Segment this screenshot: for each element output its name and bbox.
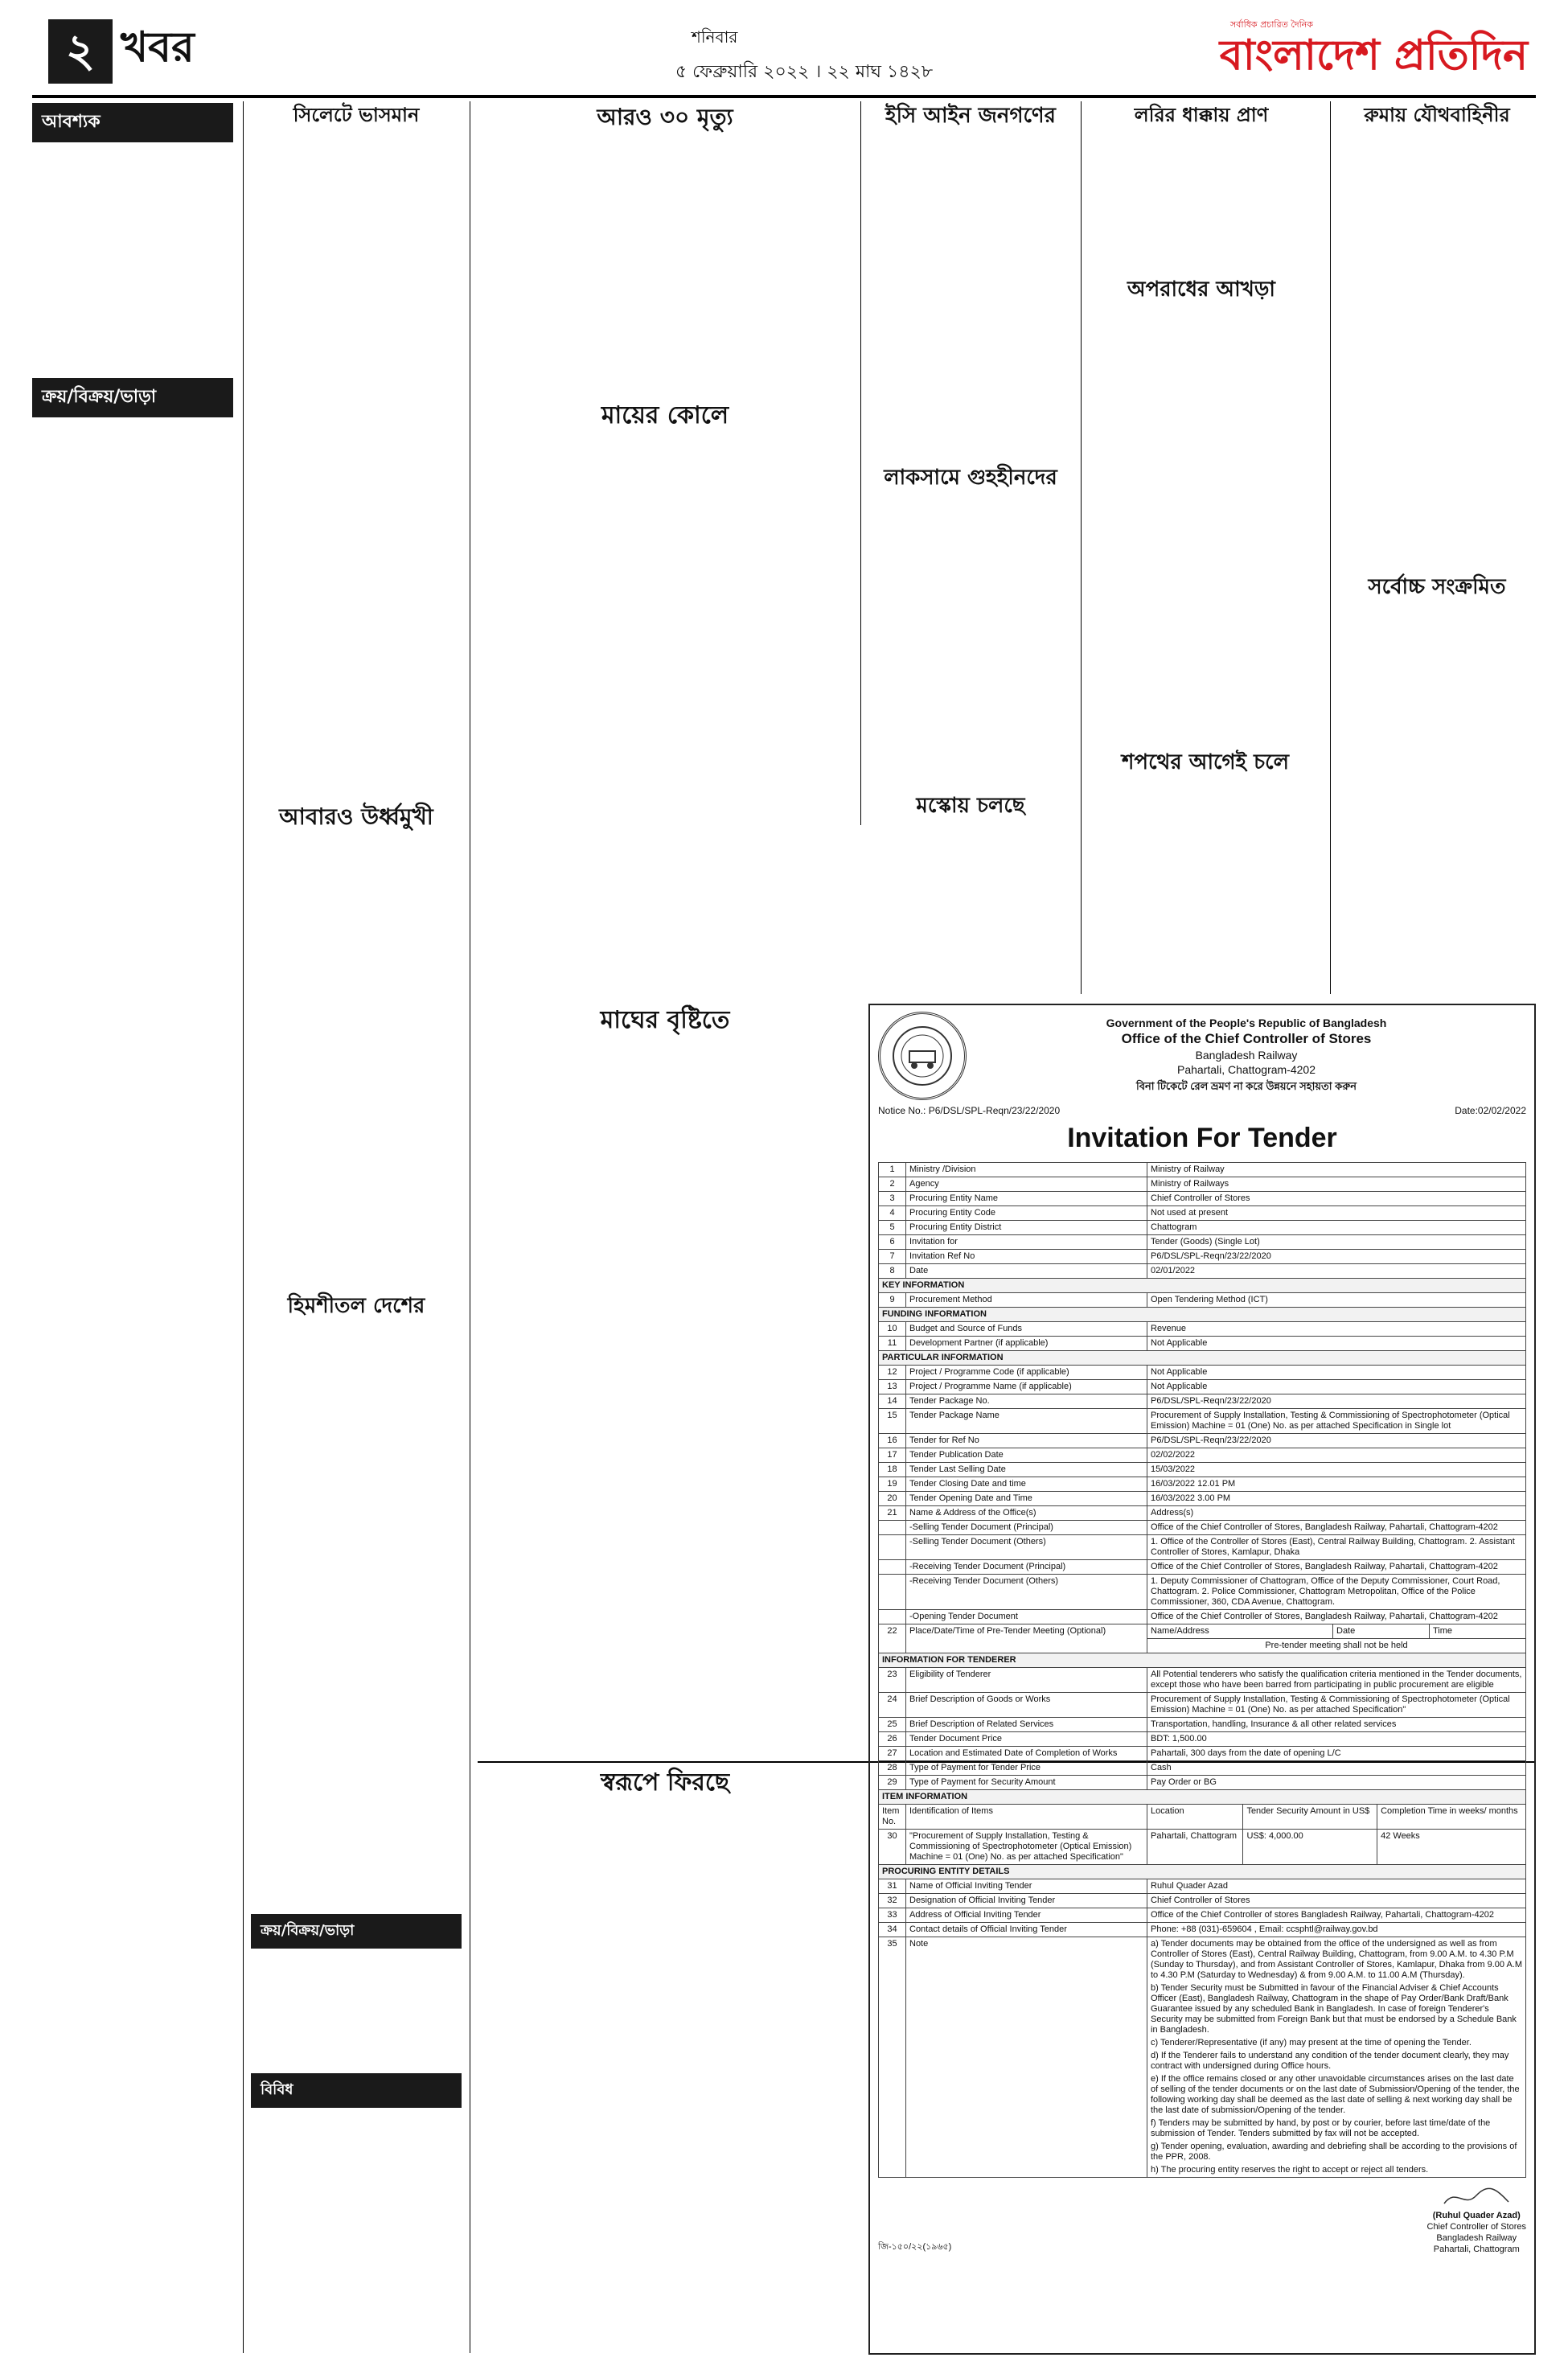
- tender-office-line: Office of the Chief Controller of Stores: [1121, 1031, 1372, 1046]
- tender-office-row: [879, 1560, 1526, 1575]
- article-body: [1089, 309, 1314, 743]
- tender-row-number: 13: [879, 1380, 906, 1394]
- article-headline: লাকসামে গুহহীনদের: [884, 466, 1057, 490]
- tender-row-label: Budget and Source of Funds: [906, 1322, 1147, 1337]
- tender-row-value: Chief Controller of Stores: [1147, 1894, 1526, 1908]
- item-cell: Pahartali, Chattogram: [1147, 1830, 1243, 1865]
- article-headline: সর্বোচ্চ সংক্রমিত: [1368, 575, 1506, 599]
- classified-sale-list-2: [251, 1945, 462, 2065]
- tender-row-number: 2: [879, 1177, 906, 1192]
- tender-row-number: 35: [879, 1937, 906, 2178]
- classified-divider: [243, 101, 244, 2353]
- tender-row-value: Not Applicable: [1147, 1380, 1526, 1394]
- tender-row-value: P6/DSL/SPL-Reqn/23/22/2020: [1147, 1250, 1526, 1264]
- tender-row-value: 16/03/2022 3.00 PM: [1147, 1492, 1526, 1506]
- classified-jobs-list: [35, 138, 236, 372]
- tender-row-value: Tender (Goods) (Single Lot): [1147, 1235, 1526, 1250]
- tender-prebid-cols: [1147, 1624, 1526, 1639]
- tender-row-label: Tender Publication Date: [906, 1448, 1147, 1463]
- tender-row: [879, 1192, 1526, 1206]
- tender-row-label: Procuring Entity Name: [906, 1192, 1147, 1206]
- tender-row-number: 32: [879, 1894, 906, 1908]
- article-headline: মাঘের বৃষ্টিতে: [600, 1006, 730, 1034]
- page-number: ২: [65, 25, 96, 77]
- tender-row-value: Pay Order or BG: [1147, 1776, 1526, 1790]
- tender-row: [879, 1448, 1526, 1463]
- tender-row-value: P6/DSL/SPL-Reqn/23/22/2020: [1147, 1394, 1526, 1409]
- tender-row-number: 9: [879, 1293, 906, 1308]
- article-headline: লরির ধাক্কায় প্রাণ: [1134, 104, 1269, 126]
- tender-row-number: 16: [879, 1434, 906, 1448]
- tender-office-row: [879, 1521, 1526, 1535]
- tender-office-row: [879, 1575, 1526, 1610]
- tender-date: Date:02/02/2022: [1455, 1105, 1526, 1116]
- tender-row-number: 10: [879, 1322, 906, 1337]
- article-headline: আবারও উর্ধ্বমুখী: [279, 803, 433, 830]
- page-number-badge: [48, 19, 113, 84]
- tender-row-number: 14: [879, 1394, 906, 1409]
- article-headline: ইসি আইন জনগণের: [885, 104, 1056, 128]
- item-col: Completion Time in weeks/ months: [1377, 1805, 1526, 1830]
- tender-row-label: -Selling Tender Document (Others): [906, 1535, 1147, 1560]
- article-body: [868, 497, 1073, 787]
- tender-row: [879, 1163, 1526, 1177]
- article-body: [251, 1327, 462, 1906]
- tender-row-value: Revenue: [1147, 1322, 1526, 1337]
- tender-note: b) Tender Security must be Submitted in favour of the Financial Adviser & Chief Accounts Officer (East), Bangladesh Railway, Chattogram in the shape of Pay Order/Bank Draft/Bank Guarantee issued by any scheduled Bank in Bangladesh. In case of foreign Tenderer's Security may be submitted from Foreign Bank but that must be endorsed by a Schedule Bank in Bangladesh.: [1151, 1983, 1517, 2035]
- item-col: Item No.: [879, 1805, 906, 1830]
- article-body: [868, 825, 1073, 994]
- tender-row-number: 7: [879, 1250, 906, 1264]
- tender-row-label: -Receiving Tender Document (Others): [906, 1575, 1147, 1610]
- tender-row-number: 11: [879, 1337, 906, 1351]
- tender-row-value: Open Tendering Method (ICT): [1147, 1293, 1526, 1308]
- section-name: খবর: [121, 23, 195, 72]
- tender-row-number: [879, 1535, 906, 1560]
- tender-row-label: Tender Document Price: [906, 1732, 1147, 1747]
- tender-row-value: Procurement of Supply Installation, Testing & Commissioning of Spectrophotometer (Optical Emission) Machine = 01 (One) No. as per attached Specification in Single lot: [1147, 1409, 1526, 1434]
- article-body: [1338, 133, 1536, 568]
- tender-note: a) Tender documents may be obtained from the office of the undersigned as well as from Controller of Stores (East), Central Railway Building, Chattogram, from 9.00 A.M. to 4.30 P.M (Sunday to Thursday), and from Assistant Controller of Stores, Kamlapur, Dhaka from 9.00 A.M to 4.30 P.M (Saturday to Wednesday) & from 9.00 A.M. to 11.00 A.M (Thursday).: [1151, 1939, 1523, 1980]
- tender-note: d) If the Tenderer fails to understand any condition of the tender document clearly, they may contract with undersigned during Office hours.: [1151, 2051, 1509, 2071]
- tender-note: f) Tenders may be submitted by hand, by post or by courier, before last time/date of the submission of Tender. Tenders submitted by fax will not be accepted.: [1151, 2118, 1491, 2138]
- tender-addr-line: Pahartali, Chattogram-4202: [1177, 1063, 1316, 1076]
- tender-row: [879, 1337, 1526, 1351]
- tender-row-number: 21: [879, 1506, 906, 1521]
- article-headline: আরও ৩০ মৃত্যু: [597, 104, 733, 130]
- tender-row-value: Not Applicable: [1147, 1337, 1526, 1351]
- prebid-col-date: Date: [1333, 1624, 1430, 1638]
- classified-sale-list: [35, 413, 236, 2343]
- tender-org-line: Bangladesh Railway: [1195, 1049, 1298, 1062]
- tender-row-value: Chief Controller of Stores: [1147, 1192, 1526, 1206]
- tender-item-header: [879, 1805, 1526, 1830]
- tender-row-label: Note: [906, 1937, 1147, 2178]
- tender-row-label: Date: [906, 1264, 1147, 1279]
- tender-row-label: Tender for Ref No: [906, 1434, 1147, 1448]
- tender-row: [879, 1624, 1526, 1639]
- tender-row: [879, 1761, 1526, 1776]
- tender-code: জি-১৫০/২২(১৯৬৫): [878, 2242, 952, 2252]
- tender-row-label: Agency: [906, 1177, 1147, 1192]
- tender-row: [879, 1380, 1526, 1394]
- tender-row-label: Tender Closing Date and time: [906, 1477, 1147, 1492]
- tender-row: [879, 1477, 1526, 1492]
- tender-row: [879, 1923, 1526, 1937]
- tender-row-value: 02/01/2022: [1147, 1264, 1526, 1279]
- article-body: [868, 135, 1073, 457]
- classified-misc-heading: বিবিধ: [251, 2073, 462, 2108]
- tender-row-number: 5: [879, 1221, 906, 1235]
- signature: [1427, 2186, 1527, 2210]
- tender-row: [879, 1409, 1526, 1434]
- tender-row-number: 24: [879, 1693, 906, 1718]
- tender-row-number: 28: [879, 1761, 906, 1776]
- tender-row-value: Office of the Chief Controller of Stores, Bangladesh Railway, Pahartali, Chattogram-4202: [1147, 1521, 1526, 1535]
- tender-row-number: 6: [879, 1235, 906, 1250]
- article-body: [251, 836, 462, 1287]
- tender-row-label: Address of Official Inviting Tender: [906, 1908, 1147, 1923]
- tender-row-label: -Selling Tender Document (Principal): [906, 1521, 1147, 1535]
- tender-row-label: Development Partner (if applicable): [906, 1337, 1147, 1351]
- paper-tagline: সর্বাধিক প্রচারিত দৈনিক: [1230, 19, 1314, 30]
- article-body: [478, 436, 852, 999]
- tender-row-label: -Receiving Tender Document (Principal): [906, 1560, 1147, 1575]
- tender-section: FUNDING INFORMATION: [879, 1308, 1526, 1322]
- article-body: [1338, 606, 1536, 992]
- tender-section: ITEM INFORMATION: [879, 1790, 1526, 1805]
- tender-row: [879, 1894, 1526, 1908]
- article-headline: মস্কোয় চলছে: [916, 794, 1025, 818]
- tender-row-value: 02/02/2022: [1147, 1448, 1526, 1463]
- tender-row: [879, 1250, 1526, 1264]
- tender-row-value: P6/DSL/SPL-Reqn/23/22/2020: [1147, 1434, 1526, 1448]
- tender-row-number: 3: [879, 1192, 906, 1206]
- tender-row-number: 20: [879, 1492, 906, 1506]
- tender-row-value: Address(s): [1147, 1506, 1526, 1521]
- article-headline: হিমশীতল দেশের: [287, 1294, 425, 1318]
- tender-row: [879, 1747, 1526, 1761]
- tender-row: [879, 1937, 1526, 2178]
- item-cell: US$: 4,000.00: [1243, 1830, 1377, 1865]
- tender-row: [879, 1776, 1526, 1790]
- masthead-rule: [32, 95, 1536, 98]
- item-col: Identification of Items: [906, 1805, 1147, 1830]
- tender-row-label: Contact details of Official Inviting Tender: [906, 1923, 1147, 1937]
- tender-row-number: 15: [879, 1409, 906, 1434]
- tender-row-value: BDT: 1,500.00: [1147, 1732, 1526, 1747]
- tender-row-label: -Opening Tender Document: [906, 1610, 1147, 1624]
- tender-row-label: Procuring Entity District: [906, 1221, 1147, 1235]
- tender-row-number: 33: [879, 1908, 906, 1923]
- tender-row-value: Office of the Chief Controller of Stores, Bangladesh Railway, Pahartali, Chattogram-4202: [1147, 1560, 1526, 1575]
- tender-row-value: 16/03/2022 12.01 PM: [1147, 1477, 1526, 1492]
- classified-jobs-heading: আবশ্যক: [32, 103, 233, 142]
- tender-row: [879, 1879, 1526, 1894]
- tender-row-label: Tender Opening Date and Time: [906, 1492, 1147, 1506]
- tender-bangla-line: বিনা টিকেটে রেল ভ্রমণ না করে উন্নয়নে সহায়তা করুন: [1136, 1080, 1357, 1092]
- article-headline: মায়ের কোলে: [601, 401, 729, 429]
- tender-note: h) The procuring entity reserves the right to accept or reject all tenders.: [1151, 2165, 1429, 2175]
- tender-note: c) Tenderer/Representative (if any) may present at the time of opening the Tender.: [1151, 2038, 1472, 2047]
- classified-sale-heading-2: ক্রয়/বিক্রয়/ভাড়া: [251, 1914, 462, 1949]
- tender-row-number: 8: [879, 1264, 906, 1279]
- tender-row-value: Transportation, handling, Insurance & all other related services: [1147, 1718, 1526, 1732]
- tender-row-value: 15/03/2022: [1147, 1463, 1526, 1477]
- tender-row-number: 19: [879, 1477, 906, 1492]
- tender-row-value: Not used at present: [1147, 1206, 1526, 1221]
- signatory-name: (Ruhul Quader Azad): [1432, 2211, 1521, 2220]
- prebid-note: Pre-tender meeting shall not be held: [1147, 1639, 1526, 1653]
- tender-title: Invitation For Tender: [1067, 1123, 1337, 1153]
- tender-row-label: Location and Estimated Date of Completion of Works: [906, 1747, 1147, 1761]
- tender-item-row: [879, 1830, 1526, 1865]
- article-body: [251, 133, 462, 793]
- item-cell: 42 Weeks: [1377, 1830, 1526, 1865]
- tender-gov-line: Government of the People's Republic of Bangladesh: [1106, 1017, 1387, 1029]
- tender-row-value: Cash: [1147, 1761, 1526, 1776]
- tender-row: [879, 1264, 1526, 1279]
- tender-row: [879, 1668, 1526, 1693]
- tender-row: [879, 1221, 1526, 1235]
- tender-office-row: [879, 1535, 1526, 1560]
- tender-row-label: Tender Last Selling Date: [906, 1463, 1147, 1477]
- article-headline: শপথের আগেই চলে: [1122, 750, 1289, 774]
- column-divider: [1330, 101, 1331, 994]
- tender-section: PARTICULAR INFORMATION: [879, 1351, 1526, 1366]
- item-cell: "Procurement of Supply Installation, Testing & Commissioning of Spectrophotometer (Optical Emission) Machine = 01 (One) No. as per attached Specification": [906, 1830, 1147, 1865]
- tender-row: [879, 1492, 1526, 1506]
- tender-row-label: Eligibility of Tenderer: [906, 1668, 1147, 1693]
- tender-row-number: 12: [879, 1366, 906, 1380]
- tender-row: [879, 1366, 1526, 1380]
- issue-day: শনিবার: [692, 27, 738, 47]
- tender-row-value: Ministry of Railways: [1147, 1177, 1526, 1192]
- tender-row-value: Ruhul Quader Azad: [1147, 1879, 1526, 1894]
- tender-row: [879, 1693, 1526, 1718]
- tender-row: [879, 1506, 1526, 1521]
- tender-row: [879, 1463, 1526, 1477]
- tender-row-label: Project / Programme Code (if applicable): [906, 1366, 1147, 1380]
- tender-row: [879, 1293, 1526, 1308]
- paper-logo: বাংলাদেশ প্রতিদিন: [1219, 31, 1528, 80]
- tender-row-label: Place/Date/Time of Pre-Tender Meeting (Optional): [906, 1624, 1147, 1653]
- tender-row: [879, 1434, 1526, 1448]
- tender-row-value: Pahartali, 300 days from the date of opening L/C: [1147, 1747, 1526, 1761]
- tender-row-number: 25: [879, 1718, 906, 1732]
- signatory-title: Chief Controller of Stores: [1426, 2222, 1526, 2232]
- article-headline: স্বরূপে ফিরছে: [600, 1768, 730, 1797]
- prebid-col-name: Name/Address: [1147, 1624, 1333, 1638]
- tender-row-label: Tender Package No.: [906, 1394, 1147, 1409]
- tender-row-number: [879, 1521, 906, 1535]
- tender-row-number: 26: [879, 1732, 906, 1747]
- column-divider: [1081, 101, 1082, 994]
- item-col: Tender Security Amount in US$: [1243, 1805, 1377, 1830]
- tender-row: [879, 1718, 1526, 1732]
- tender-row-value: Office of the Chief Controller of Stores, Bangladesh Railway, Pahartali, Chattogram-4202: [1147, 1610, 1526, 1624]
- tender-row-label: Brief Description of Goods or Works: [906, 1693, 1147, 1718]
- tender-note: g) Tender opening, evaluation, awarding and debriefing shall be according to the provisions of the PPR, 2008.: [1151, 2142, 1517, 2162]
- tender-row-number: 34: [879, 1923, 906, 1937]
- tender-row-number: 29: [879, 1776, 906, 1790]
- tender-section: KEY INFORMATION: [879, 1279, 1526, 1293]
- signatory-addr: Pahartali, Chattogram: [1433, 2245, 1520, 2254]
- tender-section: PROCURING ENTITY DETAILS: [879, 1865, 1526, 1879]
- tender-row-label: Ministry /Division: [906, 1163, 1147, 1177]
- tender-row-label: Type of Payment for Tender Price: [906, 1761, 1147, 1776]
- tender-row-value: All Potential tenderers who satisfy the qualification criteria mentioned in the Tender documents, except those who have been barred from participating in public procurement are eligible: [1147, 1668, 1526, 1693]
- tender-section: INFORMATION FOR TENDERER: [879, 1653, 1526, 1668]
- article-body: [1089, 782, 1322, 994]
- tender-row-label: Designation of Official Inviting Tender: [906, 1894, 1147, 1908]
- article-headline: অপরাধের আখড়া: [1127, 277, 1275, 302]
- tender-office-row: [879, 1610, 1526, 1624]
- tender-row-label: Invitation for: [906, 1235, 1147, 1250]
- tender-row-label: Name & Address of the Office(s): [906, 1506, 1147, 1521]
- tender-row-number: 4: [879, 1206, 906, 1221]
- tender-row-value: Phone: +88 (031)-659604 , Email: ccsphtl@railway.gov.bd: [1147, 1923, 1526, 1937]
- tender-row-value: Procurement of Supply Installation, Testing & Commissioning of Spectrophotometer (Optical Emission) Machine = 01 (One) No. as per attached Specification": [1147, 1693, 1526, 1718]
- tender-table: [878, 1162, 1526, 1805]
- tender-row: [879, 1177, 1526, 1192]
- tender-row-value: 1. Office of the Controller of Stores (East), Central Railway Building, Chattogram. 2. Assistant Controller of Stores, Kamlapur, Dhaka: [1147, 1535, 1526, 1560]
- tender-row-label: Tender Package Name: [906, 1409, 1147, 1434]
- issue-date: ৫ ফেব্রুয়ারি ২০২২ । ২২ মাঘ ১৪২৮: [675, 62, 934, 82]
- tender-row: [879, 1206, 1526, 1221]
- item-col: Location: [1147, 1805, 1243, 1830]
- tender-row-number: [879, 1610, 906, 1624]
- tender-notice: [868, 1004, 1536, 2355]
- tender-row: [879, 1732, 1526, 1747]
- tender-row-label: Invitation Ref No: [906, 1250, 1147, 1264]
- tender-row: [879, 1394, 1526, 1409]
- tender-notice-no: Notice No.: P6/DSL/SPL-Reqn/23/22/2020: [878, 1105, 1061, 1116]
- tender-row-label: Type of Payment for Security Amount: [906, 1776, 1147, 1790]
- tender-row-number: 31: [879, 1879, 906, 1894]
- tender-row-number: 1: [879, 1163, 906, 1177]
- tender-row: [879, 1235, 1526, 1250]
- tender-row-label: Procurement Method: [906, 1293, 1147, 1308]
- article-body: [478, 1041, 852, 1756]
- tender-row-value: Chattogram: [1147, 1221, 1526, 1235]
- tender-row-number: 17: [879, 1448, 906, 1463]
- item-cell: 30: [879, 1830, 906, 1865]
- article-body: [1089, 133, 1314, 270]
- tender-item-table: [878, 1804, 1526, 1865]
- tender-row-label: Procuring Entity Code: [906, 1206, 1147, 1221]
- tender-row-value: Ministry of Railway: [1147, 1163, 1526, 1177]
- tender-row-number: 23: [879, 1668, 906, 1693]
- classified-sale-heading: ক্রয়/বিক্রয়/ভাড়া: [32, 378, 233, 417]
- column-divider: [860, 101, 861, 825]
- article-body: [478, 1803, 852, 2358]
- tender-row-value: Office of the Chief Controller of stores Bangladesh Railway, Pahartali, Chattogram-4202: [1147, 1908, 1526, 1923]
- tender-row-label: Name of Official Inviting Tender: [906, 1879, 1147, 1894]
- railway-seal: [878, 1012, 967, 1100]
- tender-row-number: 22: [879, 1624, 906, 1653]
- tender-row-number: [879, 1575, 906, 1610]
- tender-row-number: 18: [879, 1463, 906, 1477]
- tender-row-number: 27: [879, 1747, 906, 1761]
- tender-notes: [1147, 1937, 1526, 2178]
- tender-row-label: Brief Description of Related Services: [906, 1718, 1147, 1732]
- tender-note: e) If the office remains closed or any other unavoidable circumstances arises on the last date of selling of the tender documents or on the last date of Submission/Opening of the tender, the following working day shall be deemed as the last date of selling & next working day shall be the last date of submission/Opening of the tender.: [1151, 2074, 1520, 2115]
- classified-misc-list: [251, 2104, 462, 2345]
- tender-row-number: [879, 1560, 906, 1575]
- article-body: [478, 137, 852, 394]
- article-headline: সিলেটে ভাসমান: [293, 104, 420, 126]
- tender-row: [879, 1908, 1526, 1923]
- tender-row-value: Not Applicable: [1147, 1366, 1526, 1380]
- article-headline: রুমায় যৌথবাহিনীর: [1364, 104, 1510, 126]
- tender-procuring-table: [878, 1864, 1526, 2178]
- tender-row-value: 1. Deputy Commissioner of Chattogram, Office of the Deputy Commissioner, Court Road, Chattogram. 2. Police Commissioner, Chattogram Metropolitan, Office of the Police Commissioner, 360, CDA Avenue, Chattogram.: [1147, 1575, 1526, 1610]
- signatory-org: Bangladesh Railway: [1436, 2233, 1517, 2243]
- prebid-col-time: Time: [1433, 1626, 1453, 1636]
- tender-row: [879, 1322, 1526, 1337]
- tender-row-label: Project / Programme Name (if applicable): [906, 1380, 1147, 1394]
